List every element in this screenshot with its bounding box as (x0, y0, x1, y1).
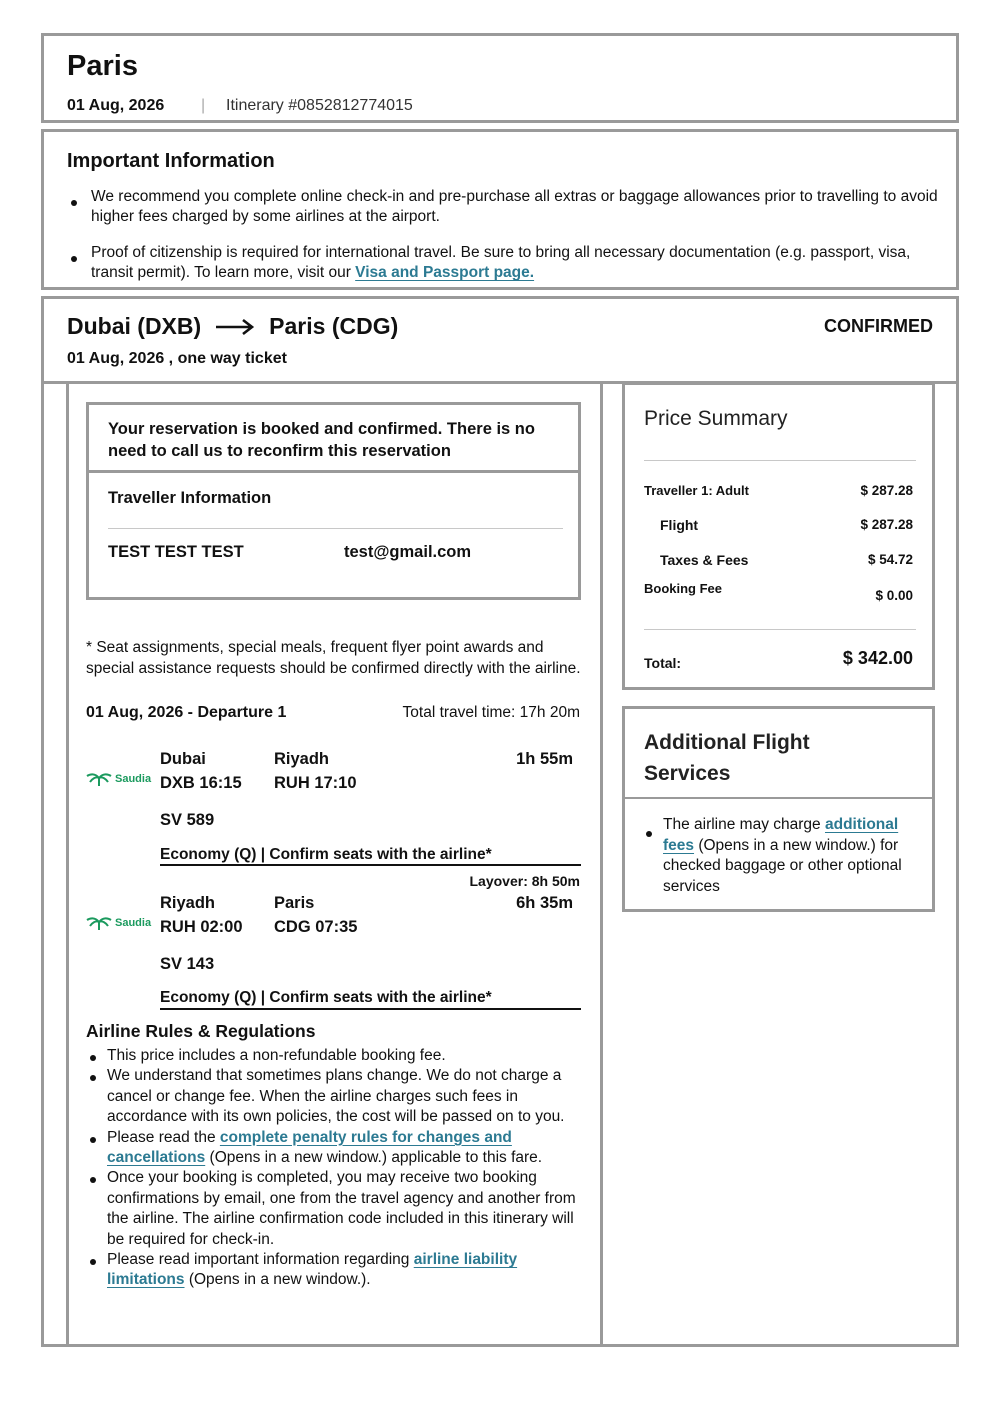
rule-text: Once your booking is completed, you may receive two booking confirmations by email, one from the travel agency and another from the airline. The airline confirmation code included in this itinerary will be required for check-in. (107, 1169, 576, 1248)
confirmation-message: Your reservation is booked and confirmed. There is no need to call us to reconfirm this reservation (108, 420, 535, 460)
column-divider (600, 384, 603, 1344)
segment-2-from-city: Riyadh (160, 894, 216, 912)
segment-2-to-time: CDG 07:35 (274, 918, 358, 936)
bullet-icon (90, 1137, 96, 1143)
segment-2-to-city: Paris (274, 894, 315, 912)
arrow-right-icon (215, 318, 255, 336)
rules-title: Airline Rules & Regulations (86, 1021, 316, 1041)
segment-1-from-time: DXB 16:15 (160, 774, 242, 792)
traveller-information (86, 470, 581, 600)
segment-1-to-time: RUH 17:10 (274, 774, 357, 792)
header-date: 01 Aug, 2026 (67, 97, 165, 114)
important-information (41, 129, 959, 290)
price-divider-top (644, 460, 916, 461)
itinerary-header (41, 33, 959, 123)
saudia-palm-icon (86, 915, 112, 931)
penalty-rules-link[interactable]: complete penalty rules for changes and cancellations (107, 1128, 512, 1167)
flight-fare-label: Flight (660, 517, 699, 533)
booking-fee-value: $ 0.00 (875, 588, 913, 603)
rule-5-post: (Opens in a new window.). (188, 1271, 371, 1289)
citizenship-text: Proof of citizenship is required for international travel. Be sure to bring all necessary documentation (e.g. passport, visa, transit permit). To learn more, visit our (91, 244, 911, 281)
services-pre: The airline may charge (663, 816, 821, 833)
airline-name: Saudia (115, 917, 152, 929)
rule-3-pre: Please read the (107, 1128, 216, 1146)
taxes-label: Taxes & Fees (660, 552, 749, 568)
important-title: Important Information (67, 150, 275, 172)
services-title: Additional Flight Services (644, 731, 810, 785)
traveller-email: test@gmail.com (344, 543, 472, 561)
bullet-icon (90, 1055, 96, 1061)
destination-title: Paris (67, 50, 138, 82)
rule-item (86, 1046, 586, 1066)
segment-2-from-time: RUH 02:00 (160, 918, 243, 936)
segment-1-duration: 1h 55m (516, 750, 573, 768)
booking-fee-label: Booking Fee (644, 581, 723, 596)
seat-note: * Seat assignments, special meals, frequent flyer point awards and special assistance requests should be confirmed directly with the airline. (86, 639, 581, 677)
saudia-palm-icon (86, 771, 112, 787)
taxes-value: $ 54.72 (867, 552, 913, 567)
bullet-icon (90, 1259, 96, 1265)
rule-text: We understand that sometimes plans change. We do not charge a cancel or change fee. When the airline charges such fees in accordance with its own policies, the cost will be passed on to you. (107, 1067, 565, 1126)
traveller-divider (108, 528, 563, 529)
trip-subtitle: 01 Aug, 2026 , one way ticket (67, 350, 287, 367)
important-item-citizenship-text (91, 243, 941, 283)
trip-route (67, 313, 398, 340)
bullet-icon (646, 831, 652, 837)
departure-label: 01 Aug, 2026 - Departure 1 (86, 704, 287, 721)
segment-1-to-city: Riyadh (274, 750, 330, 768)
itinerary-number: Itinerary #0852812774015 (226, 97, 413, 114)
additional-services (622, 706, 935, 912)
total-travel-time: Total travel time: 17h 20m (402, 704, 580, 721)
bullet-icon (90, 1075, 96, 1081)
segment-1-divider (160, 864, 581, 866)
trip-status: CONFIRMED (824, 316, 933, 336)
price-summary (622, 382, 935, 690)
rule-item (86, 1250, 586, 1291)
important-item-checkin (71, 187, 941, 227)
traveller-title: Traveller Information (108, 489, 272, 507)
header-separator: | (201, 97, 206, 114)
rule-item (86, 1128, 586, 1169)
rule-text (107, 1250, 577, 1291)
airline-name: Saudia (115, 773, 152, 785)
rule-5-pre: Please read important information regarding (107, 1251, 410, 1269)
bullet-icon (71, 256, 77, 262)
segment-2-duration: 6h 35m (516, 894, 573, 912)
trip-destination: Paris (CDG) (269, 313, 399, 339)
services-item-text (663, 815, 916, 897)
layover-duration: Layover: 8h 50m (469, 873, 580, 889)
airline-logo (86, 771, 151, 787)
bullet-icon (90, 1177, 96, 1183)
airline-logo (86, 915, 151, 931)
bullet-icon (71, 200, 77, 206)
segment-1-cabin: Economy (Q) | Confirm seats with the airline* (160, 846, 492, 863)
rule-item (86, 1168, 586, 1250)
left-rail (66, 384, 69, 1344)
services-divider (622, 797, 935, 799)
services-post: (Opens in a new window.) for checked baggage or other optional services (663, 836, 902, 895)
segment-1-from-city: Dubai (160, 750, 206, 768)
price-divider-bottom (644, 629, 916, 630)
trip-origin: Dubai (DXB) (67, 313, 202, 339)
rule-item (86, 1066, 586, 1127)
segment-2-divider (160, 1008, 581, 1010)
services-item (646, 815, 916, 897)
traveller-fare-label: Traveller 1: Adult (644, 483, 749, 498)
rule-3-post: (Opens in a new window.) applicable to this fare. (209, 1149, 543, 1167)
important-item-checkin-text: We recommend you complete online check-in and pre-purchase all extras or baggage allowances prior to travelling to avoid higher fees charged by some airlines at the airport. (91, 188, 938, 225)
segment-2-cabin: Economy (Q) | Confirm seats with the airline* (160, 989, 492, 1006)
confirmation-box (86, 402, 581, 473)
price-summary-title: Price Summary (644, 407, 788, 430)
rule-text (107, 1128, 577, 1169)
segment-1-flight-number: SV 589 (160, 811, 215, 829)
flight-fare-value: $ 287.28 (860, 517, 913, 532)
additional-fees-link[interactable]: additional fees (663, 816, 899, 854)
traveller-name: TEST TEST TEST (108, 543, 244, 561)
total-label: Total: (644, 655, 682, 671)
visa-passport-link[interactable]: Visa and Passport page. (355, 264, 535, 281)
segment-2-flight-number: SV 143 (160, 955, 215, 973)
total-value: $ 342.00 (842, 648, 913, 668)
traveller-fare-value: $ 287.28 (860, 483, 913, 498)
rule-text: This price includes a non-refundable booking fee. (107, 1047, 446, 1064)
rules-list (86, 1046, 586, 1291)
important-item-citizenship (71, 243, 941, 283)
airline-liability-link[interactable]: airline liability limitations (107, 1251, 518, 1289)
